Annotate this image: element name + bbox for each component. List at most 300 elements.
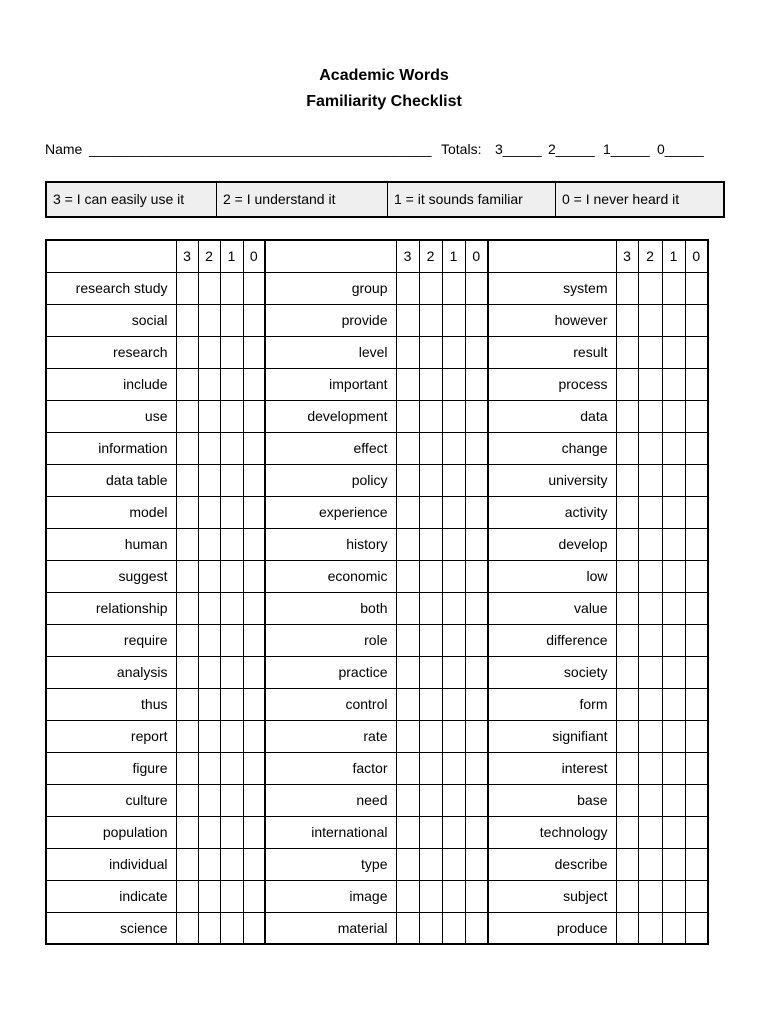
rating-cell-1[interactable] — [662, 592, 685, 624]
table-row — [46, 368, 708, 400]
rating-cell-2[interactable] — [419, 688, 442, 720]
rating-cell-0[interactable] — [685, 432, 708, 464]
word-cell: economic — [265, 560, 396, 592]
rating-cell-1[interactable] — [662, 752, 685, 784]
rating-cell-1[interactable] — [442, 560, 465, 592]
rating-cell-1[interactable] — [662, 656, 685, 688]
rating-cell-3[interactable] — [176, 528, 198, 560]
rating-cell-3[interactable] — [176, 272, 198, 304]
word-cell: both — [265, 592, 396, 624]
rating-cell-1[interactable] — [662, 496, 685, 528]
rating-cell-0[interactable] — [465, 880, 488, 912]
rating-cell-3[interactable] — [616, 848, 638, 880]
rating-cell-0[interactable] — [465, 336, 488, 368]
rating-cell-0[interactable] — [243, 880, 265, 912]
rating-cell-1[interactable] — [220, 528, 243, 560]
rating-cell-3[interactable] — [396, 304, 419, 336]
rating-cell-3[interactable] — [396, 912, 419, 944]
rating-cell-1[interactable] — [220, 880, 243, 912]
word-cell: low — [488, 560, 616, 592]
rating-cell-3[interactable] — [396, 848, 419, 880]
rating-cell-0[interactable] — [685, 496, 708, 528]
rating-cell-1[interactable] — [442, 368, 465, 400]
rating-cell-0[interactable] — [465, 624, 488, 656]
rating-cell-2[interactable] — [638, 688, 662, 720]
rating-cell-0[interactable] — [685, 528, 708, 560]
rating-cell-3[interactable] — [616, 400, 638, 432]
rating-cell-0[interactable] — [685, 688, 708, 720]
rating-cell-1[interactable] — [220, 624, 243, 656]
table-header-row — [46, 240, 708, 272]
rating-cell-1[interactable] — [442, 816, 465, 848]
rating-cell-0[interactable] — [685, 720, 708, 752]
rating-cell-3[interactable] — [396, 560, 419, 592]
rating-cell-0[interactable] — [685, 816, 708, 848]
rating-cell-1[interactable] — [220, 592, 243, 624]
score-header-1: 1 — [442, 240, 465, 272]
rating-cell-1[interactable] — [442, 304, 465, 336]
rating-cell-1[interactable] — [662, 272, 685, 304]
rating-cell-0[interactable] — [465, 272, 488, 304]
rating-cell-3[interactable] — [396, 368, 419, 400]
rating-cell-1[interactable] — [662, 688, 685, 720]
rating-cell-2[interactable] — [198, 560, 220, 592]
rating-cell-1[interactable] — [220, 368, 243, 400]
rating-cell-3[interactable] — [396, 752, 419, 784]
rating-cell-2[interactable] — [638, 624, 662, 656]
rating-cell-2[interactable] — [198, 688, 220, 720]
word-cell: include — [46, 368, 176, 400]
word-header-cell — [265, 240, 396, 272]
rating-cell-1[interactable] — [442, 784, 465, 816]
rating-cell-1[interactable] — [662, 624, 685, 656]
rating-cell-2[interactable] — [198, 752, 220, 784]
rating-cell-3[interactable] — [176, 656, 198, 688]
rating-cell-1[interactable] — [220, 432, 243, 464]
rating-cell-0[interactable] — [243, 912, 265, 944]
rating-cell-0[interactable] — [465, 528, 488, 560]
rating-cell-2[interactable] — [638, 272, 662, 304]
rating-cell-2[interactable] — [638, 464, 662, 496]
rating-cell-0[interactable] — [465, 496, 488, 528]
legend-item-2: 2 = I understand it — [217, 183, 388, 216]
rating-cell-0[interactable] — [243, 528, 265, 560]
rating-cell-3[interactable] — [176, 368, 198, 400]
rating-cell-0[interactable] — [465, 432, 488, 464]
rating-cell-1[interactable] — [662, 432, 685, 464]
rating-cell-3[interactable] — [176, 336, 198, 368]
rating-cell-3[interactable] — [616, 816, 638, 848]
rating-cell-2[interactable] — [638, 496, 662, 528]
score-header-2: 2 — [638, 240, 662, 272]
rating-cell-1[interactable] — [220, 784, 243, 816]
rating-cell-0[interactable] — [685, 272, 708, 304]
rating-cell-3[interactable] — [396, 720, 419, 752]
rating-cell-3[interactable] — [616, 464, 638, 496]
rating-cell-1[interactable] — [662, 368, 685, 400]
rating-cell-1[interactable] — [442, 688, 465, 720]
rating-cell-1[interactable] — [442, 912, 465, 944]
rating-cell-3[interactable] — [176, 496, 198, 528]
rating-cell-0[interactable] — [243, 336, 265, 368]
rating-cell-1[interactable] — [220, 848, 243, 880]
rating-cell-2[interactable] — [638, 592, 662, 624]
word-cell: suggest — [46, 560, 176, 592]
rating-cell-3[interactable] — [176, 688, 198, 720]
rating-cell-0[interactable] — [465, 656, 488, 688]
rating-cell-2[interactable] — [419, 816, 442, 848]
rating-cell-1[interactable] — [662, 848, 685, 880]
rating-cell-2[interactable] — [638, 432, 662, 464]
rating-cell-0[interactable] — [465, 464, 488, 496]
word-cell: material — [265, 912, 396, 944]
rating-cell-0[interactable] — [685, 400, 708, 432]
rating-cell-1[interactable] — [442, 720, 465, 752]
rating-cell-3[interactable] — [396, 336, 419, 368]
rating-cell-3[interactable] — [616, 720, 638, 752]
rating-cell-2[interactable] — [198, 432, 220, 464]
rating-cell-2[interactable] — [198, 400, 220, 432]
rating-cell-3[interactable] — [396, 592, 419, 624]
word-cell: population — [46, 816, 176, 848]
rating-cell-2[interactable] — [198, 528, 220, 560]
rating-cell-3[interactable] — [396, 464, 419, 496]
word-cell: type — [265, 848, 396, 880]
rating-cell-2[interactable] — [638, 336, 662, 368]
rating-cell-0[interactable] — [243, 368, 265, 400]
rating-cell-2[interactable] — [638, 528, 662, 560]
rating-cell-2[interactable] — [419, 464, 442, 496]
rating-cell-3[interactable] — [176, 912, 198, 944]
rating-cell-3[interactable] — [176, 624, 198, 656]
rating-cell-0[interactable] — [465, 784, 488, 816]
rating-cell-3[interactable] — [616, 656, 638, 688]
rating-cell-1[interactable] — [220, 720, 243, 752]
rating-cell-3[interactable] — [176, 720, 198, 752]
word-cell: figure — [46, 752, 176, 784]
rating-cell-1[interactable] — [662, 880, 685, 912]
rating-cell-0[interactable] — [243, 752, 265, 784]
rating-cell-3[interactable] — [616, 304, 638, 336]
rating-cell-0[interactable] — [685, 880, 708, 912]
word-cell: factor — [265, 752, 396, 784]
rating-cell-1[interactable] — [220, 304, 243, 336]
rating-cell-2[interactable] — [198, 336, 220, 368]
rating-cell-2[interactable] — [198, 784, 220, 816]
rating-cell-0[interactable] — [685, 464, 708, 496]
rating-cell-0[interactable] — [243, 272, 265, 304]
totals-label: Totals: — [441, 141, 482, 157]
word-cell: base — [488, 784, 616, 816]
rating-cell-0[interactable] — [243, 432, 265, 464]
rating-cell-2[interactable] — [198, 496, 220, 528]
score-header-2: 2 — [419, 240, 442, 272]
rating-cell-1[interactable] — [220, 400, 243, 432]
rating-cell-2[interactable] — [419, 496, 442, 528]
rating-cell-1[interactable] — [442, 400, 465, 432]
rating-cell-1[interactable] — [220, 816, 243, 848]
rating-cell-0[interactable] — [465, 592, 488, 624]
rating-cell-0[interactable] — [243, 848, 265, 880]
rating-cell-1[interactable] — [442, 272, 465, 304]
rating-cell-2[interactable] — [419, 400, 442, 432]
rating-cell-2[interactable] — [419, 656, 442, 688]
rating-cell-3[interactable] — [176, 848, 198, 880]
rating-cell-0[interactable] — [243, 688, 265, 720]
word-cell: form — [488, 688, 616, 720]
rating-cell-1[interactable] — [220, 656, 243, 688]
table-row — [46, 336, 708, 368]
rating-cell-3[interactable] — [396, 432, 419, 464]
rating-cell-2[interactable] — [638, 752, 662, 784]
rating-cell-3[interactable] — [616, 880, 638, 912]
rating-cell-1[interactable] — [662, 720, 685, 752]
rating-cell-0[interactable] — [685, 304, 708, 336]
rating-cell-3[interactable] — [616, 592, 638, 624]
rating-cell-0[interactable] — [685, 912, 708, 944]
word-cell: signifiant — [488, 720, 616, 752]
rating-cell-1[interactable] — [220, 688, 243, 720]
rating-cell-2[interactable] — [638, 400, 662, 432]
word-cell: level — [265, 336, 396, 368]
rating-cell-3[interactable] — [616, 528, 638, 560]
rating-cell-2[interactable] — [419, 560, 442, 592]
rating-cell-1[interactable] — [442, 528, 465, 560]
rating-cell-0[interactable] — [465, 848, 488, 880]
table-row — [46, 816, 708, 848]
rating-cell-1[interactable] — [442, 624, 465, 656]
rating-cell-3[interactable] — [176, 304, 198, 336]
rating-cell-1[interactable] — [220, 464, 243, 496]
rating-cell-0[interactable] — [243, 560, 265, 592]
rating-cell-3[interactable] — [176, 592, 198, 624]
rating-cell-3[interactable] — [616, 272, 638, 304]
rating-cell-3[interactable] — [176, 432, 198, 464]
rating-cell-2[interactable] — [638, 656, 662, 688]
rating-cell-2[interactable] — [419, 304, 442, 336]
rating-cell-3[interactable] — [616, 560, 638, 592]
rating-cell-2[interactable] — [419, 368, 442, 400]
rating-cell-1[interactable] — [442, 432, 465, 464]
rating-cell-3[interactable] — [396, 272, 419, 304]
word-header-cell — [488, 240, 616, 272]
rating-cell-2[interactable] — [419, 624, 442, 656]
rating-cell-2[interactable] — [198, 592, 220, 624]
rating-cell-1[interactable] — [442, 464, 465, 496]
rating-cell-2[interactable] — [419, 336, 442, 368]
rating-cell-1[interactable] — [442, 496, 465, 528]
table-row — [46, 752, 708, 784]
rating-cell-3[interactable] — [616, 752, 638, 784]
rating-cell-3[interactable] — [396, 496, 419, 528]
rating-cell-1[interactable] — [662, 528, 685, 560]
rating-cell-1[interactable] — [220, 272, 243, 304]
rating-cell-3[interactable] — [396, 688, 419, 720]
word-cell: thus — [46, 688, 176, 720]
rating-cell-1[interactable] — [662, 336, 685, 368]
rating-cell-2[interactable] — [198, 816, 220, 848]
score-header-2: 2 — [198, 240, 220, 272]
score-header-3: 3 — [616, 240, 638, 272]
table-row — [46, 560, 708, 592]
rating-cell-1[interactable] — [220, 560, 243, 592]
rating-cell-1[interactable] — [442, 656, 465, 688]
rating-cell-2[interactable] — [198, 272, 220, 304]
word-cell: history — [265, 528, 396, 560]
rating-cell-1[interactable] — [662, 400, 685, 432]
word-cell: subject — [488, 880, 616, 912]
rating-cell-2[interactable] — [419, 432, 442, 464]
rating-cell-3[interactable] — [616, 912, 638, 944]
rating-cell-1[interactable] — [662, 816, 685, 848]
rating-cell-2[interactable] — [419, 752, 442, 784]
rating-cell-2[interactable] — [419, 880, 442, 912]
rating-cell-2[interactable] — [419, 848, 442, 880]
rating-cell-3[interactable] — [176, 784, 198, 816]
rating-cell-1[interactable] — [442, 336, 465, 368]
rating-cell-0[interactable] — [685, 336, 708, 368]
table-row — [46, 272, 708, 304]
rating-cell-0[interactable] — [243, 720, 265, 752]
rating-cell-3[interactable] — [616, 336, 638, 368]
word-cell: develop — [488, 528, 616, 560]
word-cell: relationship — [46, 592, 176, 624]
rating-cell-0[interactable] — [685, 752, 708, 784]
rating-cell-3[interactable] — [396, 816, 419, 848]
rating-cell-2[interactable] — [198, 304, 220, 336]
rating-cell-2[interactable] — [198, 720, 220, 752]
rating-cell-2[interactable] — [198, 880, 220, 912]
rating-cell-0[interactable] — [243, 496, 265, 528]
rating-cell-0[interactable] — [243, 784, 265, 816]
rating-cell-3[interactable] — [616, 784, 638, 816]
rating-cell-0[interactable] — [243, 592, 265, 624]
rating-cell-3[interactable] — [616, 688, 638, 720]
word-cell: report — [46, 720, 176, 752]
rating-cell-3[interactable] — [176, 560, 198, 592]
rating-cell-1[interactable] — [442, 592, 465, 624]
rating-cell-1[interactable] — [662, 784, 685, 816]
rating-cell-2[interactable] — [198, 656, 220, 688]
rating-cell-1[interactable] — [220, 336, 243, 368]
word-cell: society — [488, 656, 616, 688]
rating-cell-2[interactable] — [638, 368, 662, 400]
rating-cell-3[interactable] — [616, 432, 638, 464]
rating-cell-3[interactable] — [176, 464, 198, 496]
rating-cell-0[interactable] — [465, 400, 488, 432]
rating-cell-1[interactable] — [442, 848, 465, 880]
rating-cell-2[interactable] — [638, 720, 662, 752]
rating-cell-2[interactable] — [198, 464, 220, 496]
rating-cell-0[interactable] — [685, 784, 708, 816]
rating-cell-0[interactable] — [243, 304, 265, 336]
rating-cell-2[interactable] — [638, 848, 662, 880]
rating-cell-1[interactable] — [442, 752, 465, 784]
rating-cell-3[interactable] — [616, 496, 638, 528]
rating-cell-2[interactable] — [198, 848, 220, 880]
rating-cell-3[interactable] — [396, 656, 419, 688]
rating-cell-1[interactable] — [220, 496, 243, 528]
word-cell: difference — [488, 624, 616, 656]
rating-cell-0[interactable] — [685, 656, 708, 688]
rating-cell-2[interactable] — [419, 528, 442, 560]
rating-cell-0[interactable] — [243, 816, 265, 848]
rating-cell-3[interactable] — [396, 528, 419, 560]
rating-cell-0[interactable] — [465, 816, 488, 848]
document-subtitle: Familiarity Checklist — [306, 93, 462, 110]
table-row — [46, 464, 708, 496]
rating-cell-1[interactable] — [662, 912, 685, 944]
rating-cell-0[interactable] — [465, 304, 488, 336]
rating-cell-1[interactable] — [220, 752, 243, 784]
rating-cell-3[interactable] — [176, 816, 198, 848]
rating-cell-0[interactable] — [243, 400, 265, 432]
rating-cell-3[interactable] — [176, 752, 198, 784]
rating-cell-3[interactable] — [616, 624, 638, 656]
rating-cell-2[interactable] — [638, 880, 662, 912]
score-header-3: 3 — [396, 240, 419, 272]
rating-cell-3[interactable] — [396, 784, 419, 816]
rating-cell-2[interactable] — [419, 720, 442, 752]
word-cell: require — [46, 624, 176, 656]
rating-cell-2[interactable] — [419, 592, 442, 624]
rating-cell-2[interactable] — [198, 368, 220, 400]
rating-cell-2[interactable] — [638, 560, 662, 592]
rating-cell-0[interactable] — [243, 656, 265, 688]
rating-cell-3[interactable] — [396, 880, 419, 912]
rating-cell-2[interactable] — [419, 784, 442, 816]
rating-cell-1[interactable] — [442, 880, 465, 912]
rating-cell-0[interactable] — [243, 464, 265, 496]
rating-cell-3[interactable] — [396, 400, 419, 432]
rating-cell-3[interactable] — [616, 368, 638, 400]
rating-cell-2[interactable] — [638, 784, 662, 816]
rating-cell-1[interactable] — [220, 912, 243, 944]
rating-cell-0[interactable] — [685, 624, 708, 656]
rating-cell-2[interactable] — [638, 816, 662, 848]
rating-cell-0[interactable] — [465, 368, 488, 400]
score-header-1: 1 — [662, 240, 685, 272]
word-cell: change — [488, 432, 616, 464]
rating-cell-0[interactable] — [685, 592, 708, 624]
rating-cell-1[interactable] — [662, 560, 685, 592]
word-cell: information — [46, 432, 176, 464]
rating-cell-0[interactable] — [465, 560, 488, 592]
rating-cell-0[interactable] — [465, 688, 488, 720]
rating-cell-2[interactable] — [638, 304, 662, 336]
rating-cell-1[interactable] — [662, 464, 685, 496]
rating-cell-0[interactable] — [465, 912, 488, 944]
word-cell: produce — [488, 912, 616, 944]
word-cell: research — [46, 336, 176, 368]
rating-cell-0[interactable] — [243, 624, 265, 656]
rating-cell-0[interactable] — [685, 368, 708, 400]
rating-cell-0[interactable] — [685, 848, 708, 880]
rating-cell-3[interactable] — [176, 880, 198, 912]
rating-cell-0[interactable] — [465, 752, 488, 784]
rating-cell-2[interactable] — [419, 272, 442, 304]
score-header-0: 0 — [243, 240, 265, 272]
rating-cell-3[interactable] — [176, 400, 198, 432]
rating-cell-0[interactable] — [685, 560, 708, 592]
rating-cell-2[interactable] — [198, 624, 220, 656]
rating-cell-3[interactable] — [396, 624, 419, 656]
rating-cell-2[interactable] — [198, 912, 220, 944]
rating-cell-2[interactable] — [419, 912, 442, 944]
rating-cell-2[interactable] — [638, 912, 662, 944]
rating-cell-1[interactable] — [662, 304, 685, 336]
rating-cell-0[interactable] — [465, 720, 488, 752]
